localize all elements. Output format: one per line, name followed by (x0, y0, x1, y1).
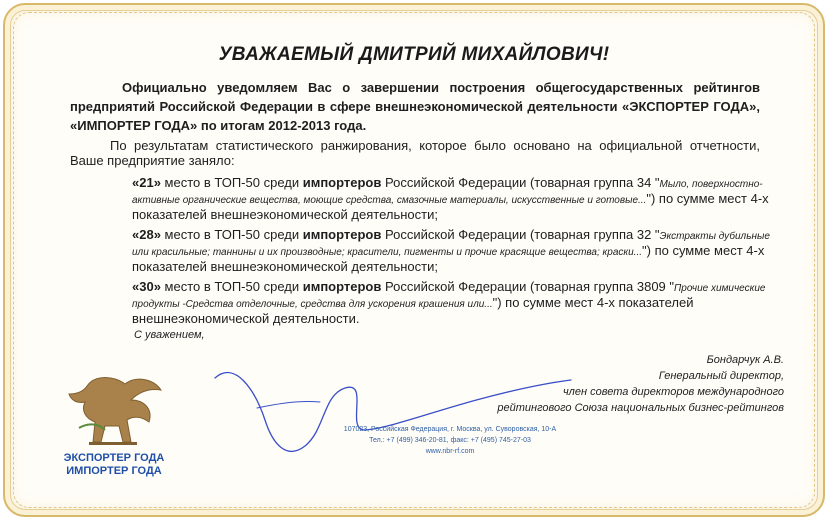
ranking-text: Российской Федерации (товарная группа 3809 " (381, 279, 675, 294)
lead-paragraph: По результатам статистического ранжирования, которое было основано на официальной отчетности, Ваше предприятие заняло: (70, 138, 760, 168)
griffin-logo-icon (65, 370, 165, 450)
ranking-text: Российской Федерации (товарная группа 32 " (381, 227, 660, 242)
ranking-item (132, 176, 772, 222)
ranking-place: «30» (132, 279, 161, 294)
ranking-text: ") по сумме мест 4-х показателей внешнеэкономической деятельности. (132, 295, 694, 326)
ranking-place: «21» (132, 175, 161, 190)
ranking-goods: Экстракты дубильные или красильные; таннины и их производные; красители, пигменты и прочие красящие вещества; краски... (132, 231, 770, 258)
letter-title: УВАЖАЕМЫЙ ДМИТРИЙ МИХАЙЛОВИЧ! (218, 44, 610, 65)
contacts-block (320, 424, 580, 457)
signer-role: член совета директоров международного (562, 386, 784, 398)
signer-role: Генеральный директор, (658, 370, 784, 382)
signer-role: рейтингового Союза национальных бизнес-рейтингов (497, 402, 784, 414)
signer-block (384, 352, 784, 416)
logo-line: ЭКСПОРТЕР ГОДА (63, 452, 165, 464)
intro-paragraph: Официально уведомляем Вас о завершении построения общегосударственных рейтингов предприятий Российской Федерации в сфере внешнеэкономической деятельности «ЭКСПОРТЕР ГОДА», «ИМПОРТЕР ГОДА» по итогам 2012-2013 года. (70, 80, 760, 133)
ranking-text: место в ТОП-50 среди (160, 175, 303, 190)
closing-regards: С уважением, (134, 329, 205, 341)
ranking-category: импортеров (302, 227, 382, 242)
ranking-place: «28» (132, 227, 161, 242)
contact-website: www.nbr-rf.com (425, 448, 475, 455)
ranking-text: Российской Федерации (товарная группа 34 " (381, 175, 660, 190)
ranking-item (132, 280, 772, 326)
ranking-category: импортеров (302, 175, 382, 190)
ranking-goods: Прочие химические продукты -Средства отделочные, средства для ускорения крашения или... (132, 283, 766, 310)
ranking-category: импортеров (302, 279, 382, 294)
ranking-item (132, 228, 772, 274)
ranking-text: ") по сумме мест 4-х показателей внешнеэкономической деятельности; (132, 191, 769, 222)
signer-name: Бондарчук А.В. (706, 354, 784, 366)
logo-caption (48, 452, 180, 478)
logo-line: ИМПОРТЕР ГОДА (66, 465, 162, 477)
ranking-text: ") по сумме мест 4-х показателей внешнеэкономической деятельности; (132, 243, 765, 274)
contact-phone: Тел.: +7 (499) 346-20-81, факс: +7 (495) 745-27-03 (369, 437, 531, 444)
ranking-text: место в ТОП-50 среди (160, 279, 303, 294)
contact-address: 107023, Российская Федерация, г. Москва, ул. Суворовская, 10-А (343, 426, 557, 433)
ranking-text: место в ТОП-50 среди (160, 227, 303, 242)
ranking-goods: Мыло, поверхностно-активные органические вещества, моющие средства, смазочные материалы, искусственные и готовые... (132, 179, 763, 206)
